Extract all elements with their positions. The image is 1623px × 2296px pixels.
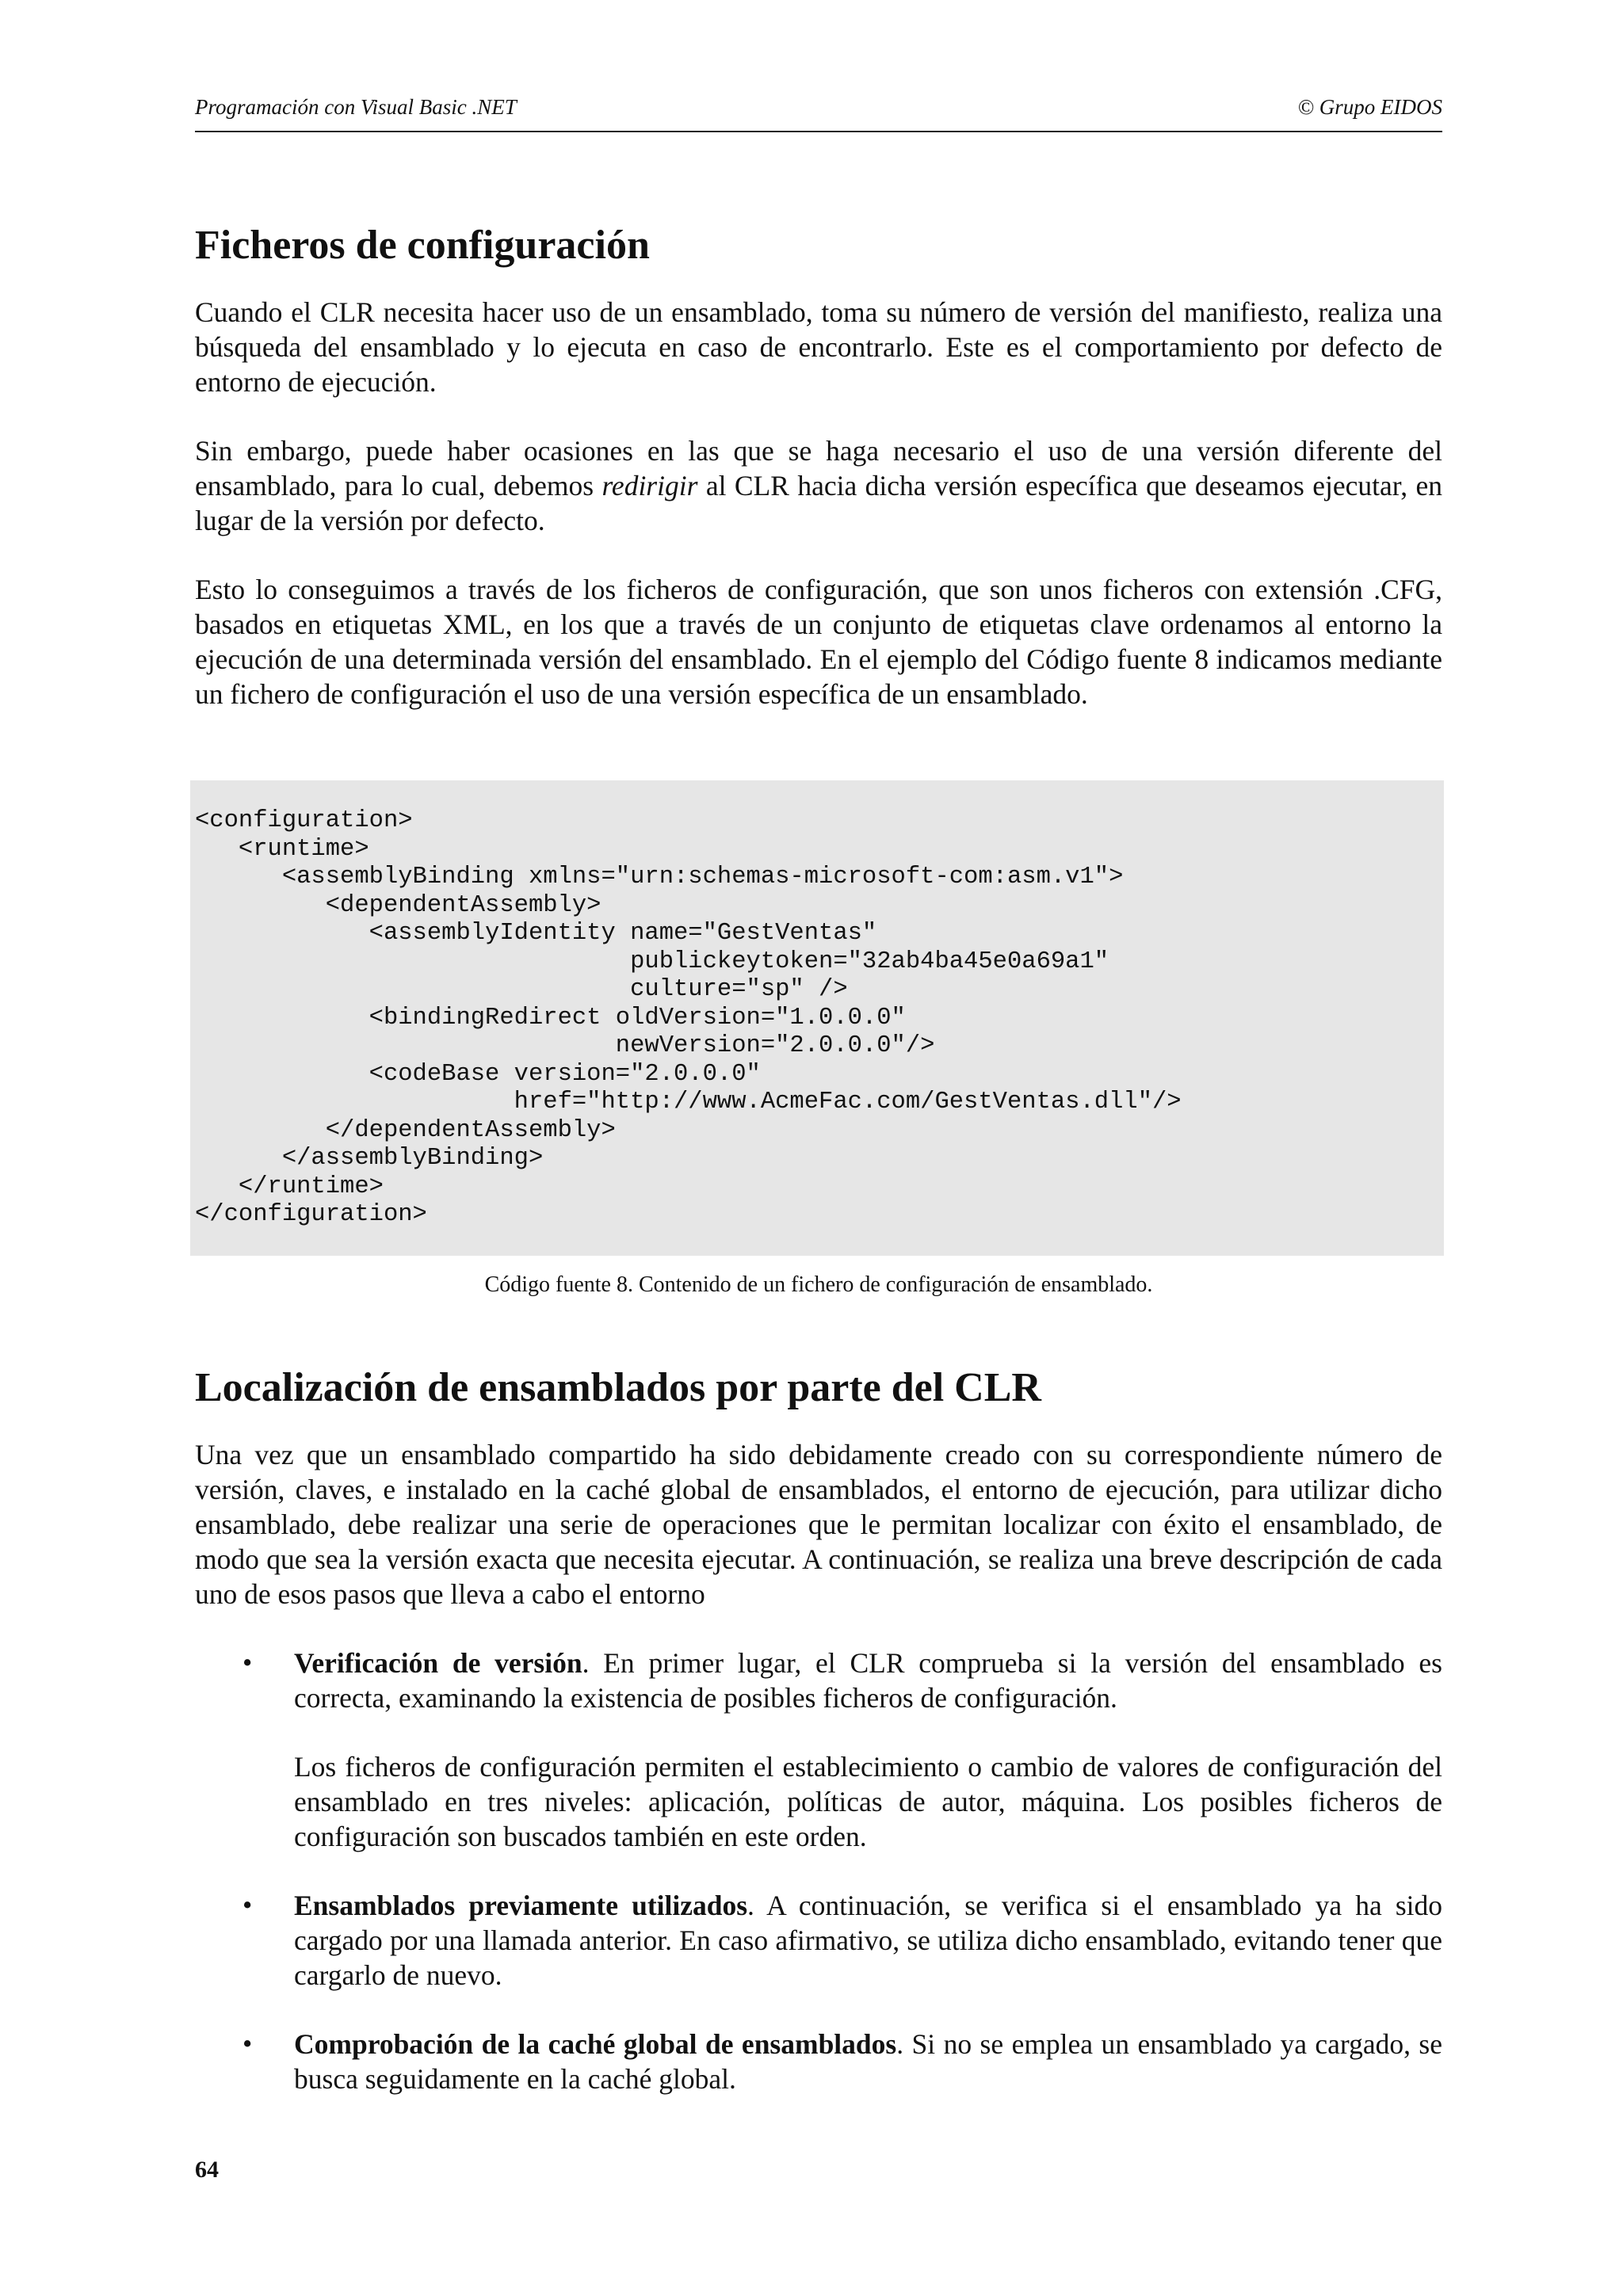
bullet-icon: • xyxy=(242,1889,253,1920)
paragraph-clr-default: Cuando el CLR necesita hacer uso de un ensamblado, toma su número de versión del manifiesto, realiza una búsqueda del ensamblado y lo ejecuta en caso de encontrarlo. Este es el comportamiento por defecto de entorno de ejecución. xyxy=(195,296,1442,398)
paragraph-redirect-end: al CLR hacia dicha versión específica que deseamos ejecutar, en lugar de la versión por defecto. xyxy=(195,469,1442,536)
section-title-location: Localización de ensamblados por parte del CLR xyxy=(195,1365,1041,1410)
section-assembly-location xyxy=(195,1364,1442,2096)
section-title-configuration: Ficheros de configuración xyxy=(195,223,650,268)
list-item-version-check xyxy=(195,1646,1442,1854)
paragraph-redirect xyxy=(195,433,1442,538)
list-item-lead: Comprobación de la caché global de ensamblados xyxy=(294,2027,897,2060)
list-item-previously-used xyxy=(195,1888,1442,1993)
list-item-text xyxy=(294,2027,1442,2096)
header-publisher: © Grupo EIDOS xyxy=(1297,95,1442,119)
list-item-lead: Verificación de versión xyxy=(294,1646,582,1679)
list-item-text xyxy=(294,1646,1442,1715)
header-book-title: Programación con Visual Basic .NET xyxy=(195,95,517,119)
section-configuration-files xyxy=(195,222,1442,711)
list-item-body: . En primer lugar, el CLR comprueba si la versión del ensamblado es correcta, examinando la existencia de posibles ficheros de configuración. xyxy=(294,1646,1442,1714)
list-item-body: . Si no se emplea un ensamblado ya cargado, se busca seguidamente en la caché global. xyxy=(294,2027,1442,2095)
list-item-extra-paragraph: Los ficheros de configuración permiten el establecimiento o cambio de valores de configuración del ensamblado en tres niveles: aplicación, políticas de autor, máquina. Los posibles ficheros de configuración son buscados también en este orden. xyxy=(294,1750,1442,1852)
list-item-lead: Ensamblados previamente utilizados xyxy=(294,1889,748,1921)
running-header xyxy=(195,95,1442,132)
paragraph-redirect-start: Sin embargo, puede haber ocasiones en las que se haga necesario el uso de una versión diferente del ensamblado, para lo cual, debemos xyxy=(195,434,1442,502)
paragraph-location-intro: Una vez que un ensamblado compartido ha sido debidamente creado con su correspondiente número de versión, claves, e instalado en la caché global de ensamblados, el entorno de ejecución, para utilizar dicho ensamblado, debe realizar una serie de operaciones que le permitan localizar con éxito el ensamblado, de modo que sea la versión exacta que necesita ejecutar. A continuación, se realiza una breve descripción de cada uno de esos pasos que lleva a cabo el entorno xyxy=(195,1438,1442,1610)
emphasis-redirigir: redirigir xyxy=(601,469,698,502)
code-listing: <configuration> <runtime> <assemblyBinding xmlns="urn:schemas-microsoft-com:asm.v1"> <dependentAssembly> <assemblyIdentity name="GestVentas" publickeytoken="32ab4ba45e0a69a1" culture="sp" /> <bindingRedirect oldVersion="1.0.0.0" newVersion="2.0.0.0"/> <codeBase version="2.0.0.0" href="http://www.AcmeFac.com/GestVentas.dll"/> </dependentAssembly> </assemblyBinding> </runtime> </configuration> xyxy=(195,807,1182,1228)
list-item-global-cache xyxy=(195,2027,1442,2096)
list-item-body: . A continuación, se verifica si el ensamblado ya ha sido cargado por una llamada anterior. En caso afirmativo, se utiliza dicho ensamblado, evitando tener que cargarlo de nuevo. xyxy=(294,1889,1442,1991)
paragraph-config-files: Esto lo conseguimos a través de los ficheros de configuración, que son unos ficheros con extensión .CFG, basados en etiquetas XML, en los que a través de un conjunto de etiquetas clave ordenamos al entorno la ejecución de una determinada versión del ensamblado. En el ejemplo del Código fuente 8 indicamos mediante un fichero de configuración el uso de una versión específica de un ensamblado. xyxy=(195,573,1442,710)
bullet-icon: • xyxy=(242,2027,253,2059)
page-number: 64 xyxy=(195,2157,219,2183)
code-listing-box xyxy=(190,780,1444,1256)
list-item-text xyxy=(294,1888,1442,1993)
code-caption: Código fuente 8. Contenido de un fichero de configuración de ensamblado. xyxy=(484,1272,1153,1297)
bullet-icon: • xyxy=(242,1646,253,1678)
